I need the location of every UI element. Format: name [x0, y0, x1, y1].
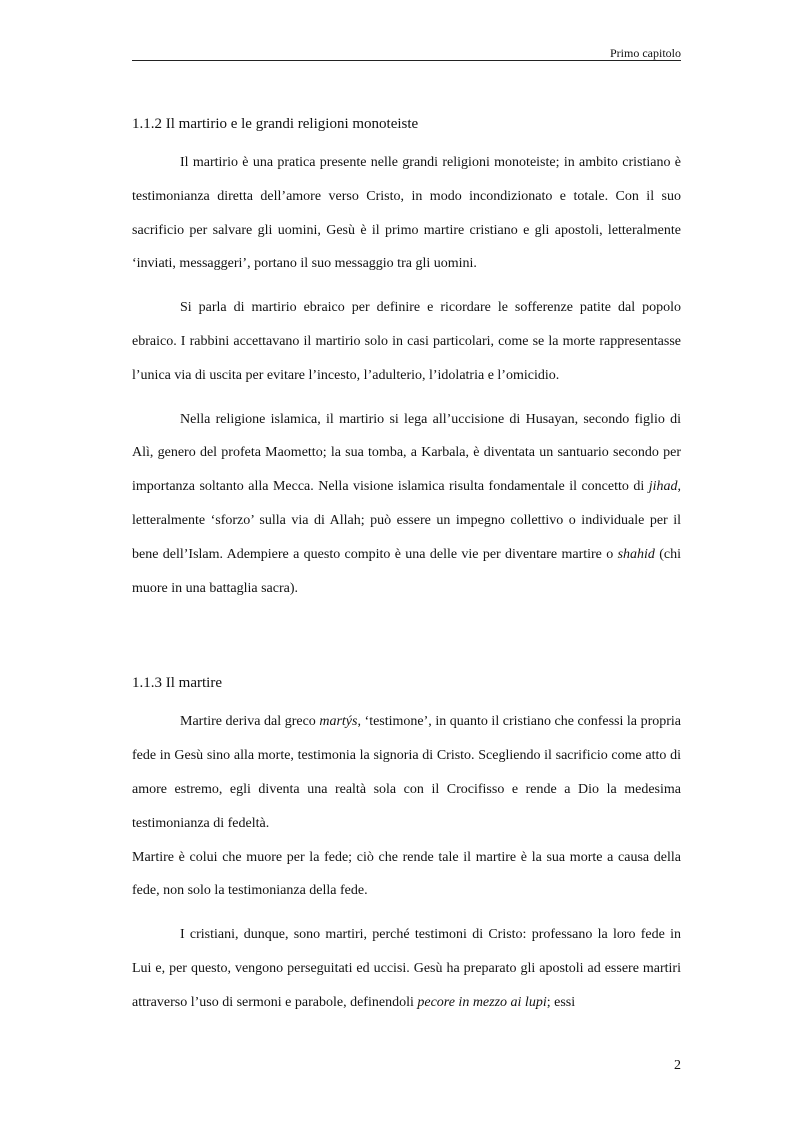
- running-header: Primo capitolo: [610, 46, 681, 60]
- paragraph-martirio-islamico: Nella religione islamica, il martirio si lega all’uccisione di Husayan, secondo figlio di Alì, genero del profeta Maometto; la sua tomba, a Karbala, è diventata un santuario secondo per importanza soltanto alla Mecca. Nella visione islamica risulta fondamentale il concetto di jihad, letteralmente ‘sforzo’ sulla via di Allah; può essere un impegno collettivo o individuale per il bene dell’Islam. Adempiere a questo compito è una delle vie per diventare martire o shahid (chi muore in una battaglia sacra).: [132, 411, 682, 596]
- paragraph-martirio-ebraico: Si parla di martirio ebraico per definire e ricordare le sofferenze patite dal popolo ebraico. I rabbini accettavano il martirio solo in casi particolari, come se la morte rappresentasse l’unica via di uscita per evitare l’incesto, l’adulterio, l’idolatria e l’omicidio.: [132, 300, 681, 383]
- header-rule: [132, 60, 681, 61]
- term-martys: martýs: [319, 714, 358, 730]
- paragraph-martire-definizione: Martire è colui che muore per la fede; ciò che rende tale il martire è la sua morte a causa della fede, non solo la testimonianza della fede.: [132, 849, 681, 899]
- paragraph-martire-etimologia: Martire deriva dal greco martýs, ‘testimone’, in quanto il cristiano che confessi la propria fede in Gesù sino alla morte, testimonia la signoria di Cristo. Scegliendo il sacrificio come atto di amore estremo, egli diventa una realtà sola con il Crocifisso e rende a Dio la medesima testimonianza di fedeltà.: [132, 714, 682, 831]
- section-heading-1-1-2: 1.1.2 Il martirio e le grandi religioni monoteiste: [132, 116, 419, 132]
- term-jihad: jihad: [648, 479, 678, 495]
- term-shahid: shahid: [617, 546, 655, 562]
- paragraph-cristiani-martiri: I cristiani, dunque, sono martiri, perché testimoni di Cristo: professano la loro fede in Lui e, per questo, vengono perseguitati ed uccisi. Gesù ha preparato gli apostoli ad essere martiri attraverso l’uso di sermoni e parabole, definendoli pecore in mezzo ai lupi; essi: [132, 927, 681, 1010]
- section-heading-1-1-3: 1.1.3 Il martire: [132, 675, 222, 692]
- paragraph-martirio-monoteiste: Il martirio è una pratica presente nelle grandi religioni monoteiste; in ambito cristiano è testimonianza diretta dell’amore verso Cristo, in modo incondizionato e totale. Con il suo sacrificio per salvare gli uomini, Gesù è il primo martire cristiano e gli apostoli, letteralmente ‘inviati, messaggeri’, portano il suo messaggio tra gli uomini.: [132, 155, 681, 272]
- page-body: [132, 112, 681, 1030]
- page-number: 2: [674, 1058, 681, 1073]
- term-pecore-in-mezzo-ai-lupi: pecore in mezzo ai lupi: [417, 994, 547, 1010]
